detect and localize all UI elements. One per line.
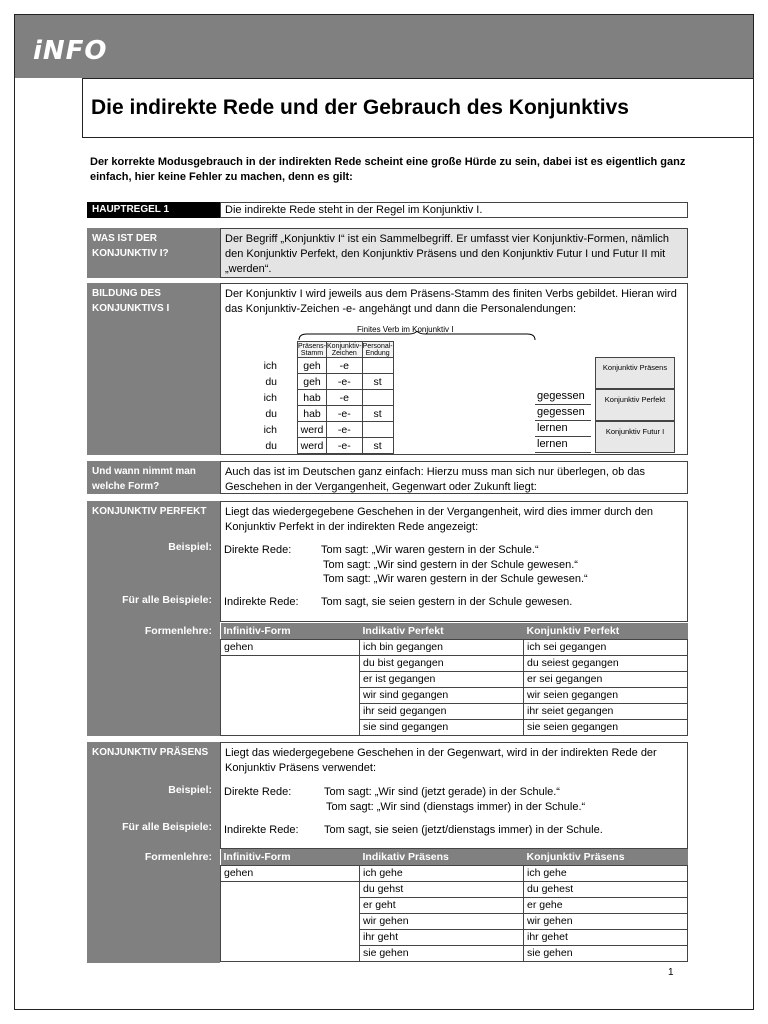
- perfekt-direkt-label: Direkte Rede:: [224, 544, 292, 556]
- inf-cell: [221, 945, 360, 961]
- inf-cell: [221, 687, 360, 703]
- perfekt-table: [220, 623, 688, 736]
- bildung-pronoun: du: [265, 408, 277, 420]
- bildung-participle: lernen: [535, 437, 591, 453]
- bildung-stamm: hab: [298, 390, 327, 406]
- praesens-label: KONJUNKTIV PRÄSENS: [87, 742, 220, 963]
- perfekt-direkt-1: Tom sagt: „Wir waren gestern in der Schule.“: [321, 544, 539, 556]
- indikativ-cell: du gehst: [360, 881, 524, 897]
- table-row: [221, 703, 688, 719]
- perfekt-beispiel-label: Beispiel:: [168, 541, 212, 553]
- konjunktiv-cell: sie gehen: [524, 945, 688, 961]
- praesens-indirekt: Tom sagt, sie seien (jetzt/dienstags immer) in der Schule.: [324, 824, 603, 836]
- inf-cell: [221, 929, 360, 945]
- page-number: 1: [668, 967, 674, 978]
- inf-cell: [221, 655, 360, 671]
- indikativ-cell: wir sind gegangen: [360, 687, 524, 703]
- table-row: [221, 929, 688, 945]
- inf-cell: [221, 719, 360, 735]
- indikativ-cell: du bist gegangen: [360, 655, 524, 671]
- perfekt-indirekt: Tom sagt, sie seien gestern in der Schule gewesen.: [321, 596, 573, 608]
- brace-label: Finites Verb im Konjunktiv I: [357, 325, 454, 334]
- bildung-row: [298, 406, 394, 422]
- perfekt-formen-label: Formenlehre:: [144, 625, 212, 637]
- bildung-label: BILDUNG DES KONJUNKTIVS I: [87, 283, 220, 455]
- hauptregel-label: HAUPTREGEL 1: [87, 202, 220, 218]
- perfekt-alle-label: Für alle Beispiele:: [122, 594, 212, 606]
- bildung-zeichen: -e: [327, 390, 363, 406]
- bildung-zeichen: -e-: [327, 422, 363, 438]
- hauptregel-text: Die indirekte Rede steht in der Regel im Konjunktiv I.: [220, 202, 688, 218]
- konjunktiv-cell: wir gehen: [524, 913, 688, 929]
- bildung-stamm: geh: [298, 374, 327, 390]
- bildung-text: Der Konjunktiv I wird jeweils aus dem Präsens-Stamm des finiten Verbs gebildet. Hieran wird das Konjunktiv-Zeichen -e- angehängt und dann die Personalendungen:: [225, 288, 677, 315]
- perfekt-label: KONJUNKTIV PERFEKT: [87, 501, 220, 736]
- bildung-endung: [362, 390, 393, 406]
- bildung-endung: st: [362, 406, 393, 422]
- praesens-direkt-label: Direkte Rede:: [224, 786, 292, 798]
- konjunktiv-cell: du gehest: [524, 881, 688, 897]
- praesens-beispiel-label: Beispiel:: [168, 784, 212, 796]
- konjunktiv-cell: er gehe: [524, 897, 688, 913]
- brace-icon: [297, 331, 537, 341]
- table-row: [221, 639, 688, 655]
- table-row: [221, 865, 688, 881]
- bildung-row: [298, 390, 394, 406]
- konjunktiv-cell: sie seien gegangen: [524, 719, 688, 735]
- konjunktiv-cell: ich sei gegangen: [524, 639, 688, 655]
- inf-cell: [221, 913, 360, 929]
- praesens-col-konj: Konjunktiv Präsens: [524, 849, 688, 865]
- table-row: [221, 687, 688, 703]
- table-row: [221, 719, 688, 735]
- bildung-row: [298, 374, 394, 390]
- konjunktiv-cell: ihr gehet: [524, 929, 688, 945]
- bildung-row: [298, 358, 394, 374]
- wann-label: Und wann nimmt man welche Form?: [87, 461, 220, 494]
- bildung-pronoun: du: [265, 376, 277, 388]
- indikativ-cell: sie gehen: [360, 945, 524, 961]
- konjunktiv-cell: ich gehe: [524, 865, 688, 881]
- konjunktiv-cell: er sei gegangen: [524, 671, 688, 687]
- bildung-pronoun: ich: [263, 392, 277, 404]
- wann-text: Auch das ist im Deutschen ganz einfach: Hierzu muss man sich nur überlegen, ob das Geschehen in der Vergangenheit, Gegenwart oder Zukunft liegt:: [220, 461, 688, 494]
- indikativ-cell: wir gehen: [360, 913, 524, 929]
- bildung-participle: gegessen: [535, 405, 591, 421]
- bildung-participle: gegessen: [535, 389, 591, 405]
- title-box: [82, 78, 753, 138]
- indikativ-cell: sie sind gegangen: [360, 719, 524, 735]
- inf-cell: gehen: [221, 639, 360, 655]
- praesens-col-inf: Infinitiv-Form: [221, 849, 360, 865]
- bildung-zeichen: -e: [327, 358, 363, 374]
- indikativ-cell: er ist gegangen: [360, 671, 524, 687]
- indikativ-cell: ihr seid gegangen: [360, 703, 524, 719]
- bildung-endung: [362, 422, 393, 438]
- praesens-table: [220, 849, 688, 962]
- side-perfekt: Konjunktiv Perfekt: [595, 389, 675, 421]
- praesens-text: Liegt das wiedergegebene Geschehen in der Gegenwart, wird in der indirekten Rede der Konjunktiv Präsens verwendet:: [225, 747, 657, 774]
- perfekt-text: Liegt das wiedergegebene Geschehen in der Vergangenheit, wird dies immer durch den Konjunktiv Perfekt in der indirekten Rede angezeigt:: [225, 506, 654, 533]
- logo: iNFO: [33, 36, 108, 66]
- konjunktiv-cell: du seiest gegangen: [524, 655, 688, 671]
- indikativ-cell: ich gehe: [360, 865, 524, 881]
- perfekt-direkt-3: Tom sagt: „Wir waren gestern in der Schule gewesen.“: [323, 573, 588, 585]
- inf-cell: [221, 671, 360, 687]
- table-row: [221, 913, 688, 929]
- side-praesens: Konjunktiv Präsens: [595, 357, 675, 389]
- was-label: WAS IST DER KONJUNKTIV I?: [87, 228, 220, 278]
- bildung-endung: st: [362, 374, 393, 390]
- bildung-pronoun: du: [265, 440, 277, 452]
- bildung-stamm: werd: [298, 438, 327, 454]
- table-row: [221, 881, 688, 897]
- inf-cell: gehen: [221, 865, 360, 881]
- bildung-endung: [362, 358, 393, 374]
- bildung-pronoun: ich: [263, 424, 277, 436]
- konjunktiv-cell: ihr seiet gegangen: [524, 703, 688, 719]
- perfekt-direkt-2: Tom sagt: „Wir sind gestern in der Schule gewesen.“: [323, 559, 578, 571]
- praesens-alle-label: Für alle Beispiele:: [122, 821, 212, 833]
- table-row: [221, 897, 688, 913]
- perfekt-col-konj: Konjunktiv Perfekt: [524, 623, 688, 639]
- praesens-col-ind: Indikativ Präsens: [360, 849, 524, 865]
- was-text: Der Begriff „Konjunktiv I“ ist ein Sammelbegriff. Er umfasst vier Konjunktiv-Formen, nämlich den Konjunktiv Perfekt, den Konjunktiv Präsens und den Konjunktiv Futur I und Futur II mit „werden“.: [220, 228, 688, 278]
- perfekt-col-inf: Infinitiv-Form: [221, 623, 360, 639]
- inf-cell: [221, 897, 360, 913]
- header-band: [15, 15, 753, 78]
- bildung-stamm: geh: [298, 358, 327, 374]
- perfekt-col-ind: Indikativ Perfekt: [360, 623, 524, 639]
- inf-cell: [221, 881, 360, 897]
- col-stamm: Präsens-Stamm: [298, 342, 327, 357]
- bildung-zeichen: -e-: [327, 374, 363, 390]
- table-row: [221, 945, 688, 961]
- col-endung: Personal-Endung: [362, 342, 393, 357]
- praesens-direkt-1: Tom sagt: „Wir sind (jetzt gerade) in der Schule.“: [324, 786, 560, 798]
- bildung-stamm: hab: [298, 406, 327, 422]
- bildung-row: [298, 438, 394, 454]
- side-futur: Konjunktiv Futur I: [595, 421, 675, 453]
- bildung-table: [297, 341, 394, 454]
- table-row: [221, 671, 688, 687]
- perfekt-indirekt-label: Indirekte Rede:: [224, 596, 299, 608]
- bildung-endung: st: [362, 438, 393, 454]
- inf-cell: [221, 703, 360, 719]
- praesens-formen-label: Formenlehre:: [144, 851, 212, 863]
- indikativ-cell: ihr geht: [360, 929, 524, 945]
- indikativ-cell: ich bin gegangen: [360, 639, 524, 655]
- bildung-row: [298, 422, 394, 438]
- praesens-indirekt-label: Indirekte Rede:: [224, 824, 299, 836]
- col-zeichen: Konjunktiv-Zeichen: [327, 342, 362, 357]
- page-title: Die indirekte Rede und der Gebrauch des Konjunktivs: [91, 96, 629, 119]
- intro-text: Der korrekte Modusgebrauch in der indirekten Rede scheint eine große Hürde zu sein, dabei ist es eigentlich ganz einfach, hier keine Fehler zu machen, denn es gilt:: [90, 156, 686, 183]
- bildung-pronoun: ich: [263, 360, 277, 372]
- bildung-zeichen: -e-: [327, 406, 363, 422]
- bildung-participle: lernen: [535, 421, 591, 437]
- table-row: [221, 655, 688, 671]
- indikativ-cell: er geht: [360, 897, 524, 913]
- praesens-direkt-2: Tom sagt: „Wir sind (dienstags immer) in der Schule.“: [326, 801, 586, 813]
- bildung-zeichen: -e-: [327, 438, 363, 454]
- bildung-stamm: werd: [298, 422, 327, 438]
- konjunktiv-cell: wir seien gegangen: [524, 687, 688, 703]
